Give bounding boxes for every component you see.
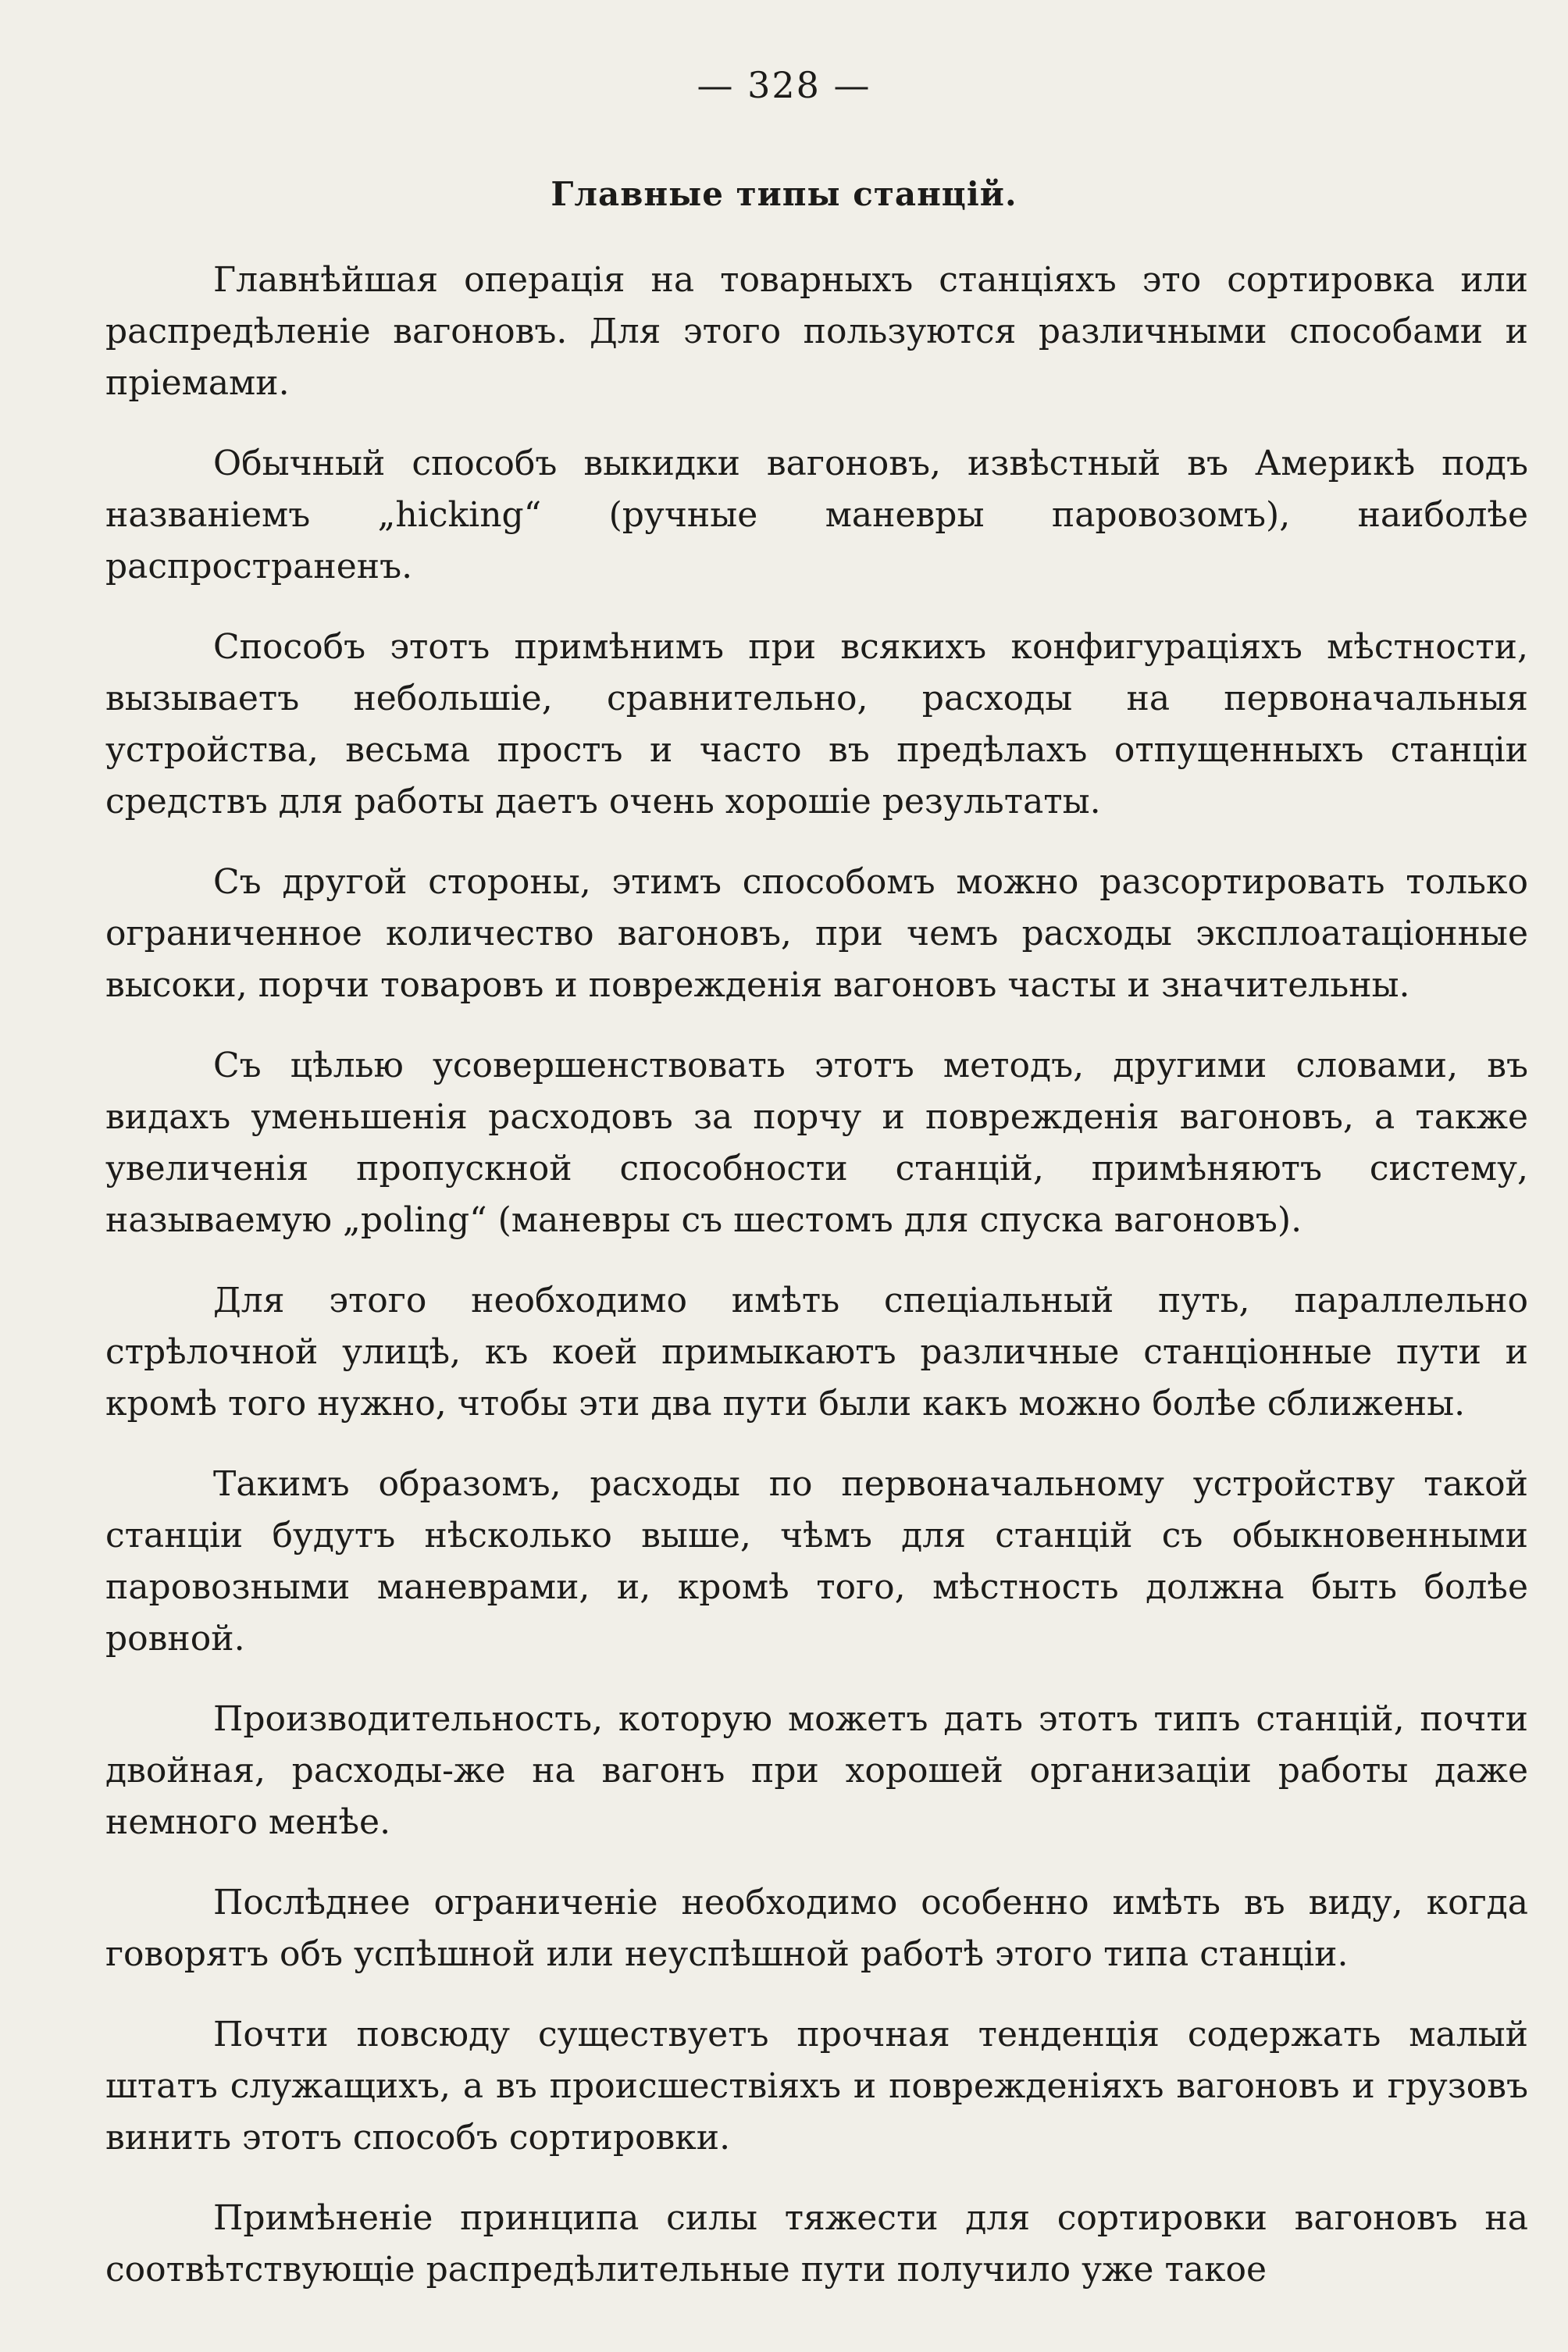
paragraph: Главнѣйшая операція на товарныхъ станціяхъ это сортировка или распредѣленіе вагоновъ. Для этого пользуются различными способами и пріемами.	[105, 260, 1528, 403]
paragraph: Съ цѣлью усовершенствовать этотъ методъ, другими словами, въ видахъ уменьшенія расходовъ за порчу и поврежденія вагоновъ, а также увеличенія пропускной способности станцій, примѣняютъ систему, называемую „poling“ (маневры съ шестомъ для спуска вагоновъ).	[105, 1046, 1528, 1240]
paragraph: Почти повсюду существуетъ прочная тенденція содержать малый штатъ служащихъ, а въ происшествіяхъ и поврежденіяхъ вагоновъ и грузовъ винить этотъ способъ сортировки.	[105, 2015, 1528, 2158]
paragraph: Послѣднее ограниченіе необходимо особенно имѣть въ виду, когда говорятъ объ успѣшной или неуспѣшной работѣ этого типа станціи.	[105, 1883, 1528, 1974]
page-number: — 328 —	[697, 64, 871, 106]
paragraph: Для этого необходимо имѣть спеціальный путь, параллельно стрѣлочной улицѣ, къ коей примыкаютъ различные станціонные пути и кромѣ того нужно, чтобы эти два пути были какъ можно болѣе сближены.	[105, 1281, 1528, 1424]
body-text	[105, 255, 1528, 2325]
paragraph: Такимъ образомъ, расходы по первоначальному устройству такой станціи будутъ нѣсколько выше, чѣмъ для станцій съ обыкновенными паровозными маневрами, и, кромѣ того, мѣстность должна быть болѣе ровной.	[105, 1464, 1528, 1659]
section-title: Главные типы станцій.	[551, 175, 1017, 213]
paragraph: Способъ этотъ примѣнимъ при всякихъ конфигураціяхъ мѣстности, вызываетъ небольшіе, сравнительно, расходы на первоначальныя устройства, весьма простъ и часто въ предѣлахъ отпущенныхъ станціи средствъ для работы даетъ очень хорошіе результаты.	[105, 627, 1528, 821]
paragraph: Съ другой стороны, этимъ способомъ можно разсортировать только ограниченное количество вагоновъ, при чемъ расходы эксплоатаціонные высоки, порчи товаровъ и поврежденія вагоновъ часты и значительны.	[105, 862, 1528, 1005]
paragraph: Производительность, которую можетъ дать этотъ типъ станцій, почти двойная, расходы-же на вагонъ при хорошей организаціи работы даже немного менѣе.	[105, 1699, 1528, 1842]
paragraph: Примѣненіе принципа силы тяжести для сортировки вагоновъ на соотвѣтствующіе распредѣлительные пути получило уже такое	[105, 2198, 1528, 2290]
paragraph: Обычный способъ выкидки вагоновъ, извѣстный въ Америкѣ подъ названіемъ „hicking“ (ручные маневры паровозомъ), наиболѣе распространенъ.	[105, 444, 1528, 586]
